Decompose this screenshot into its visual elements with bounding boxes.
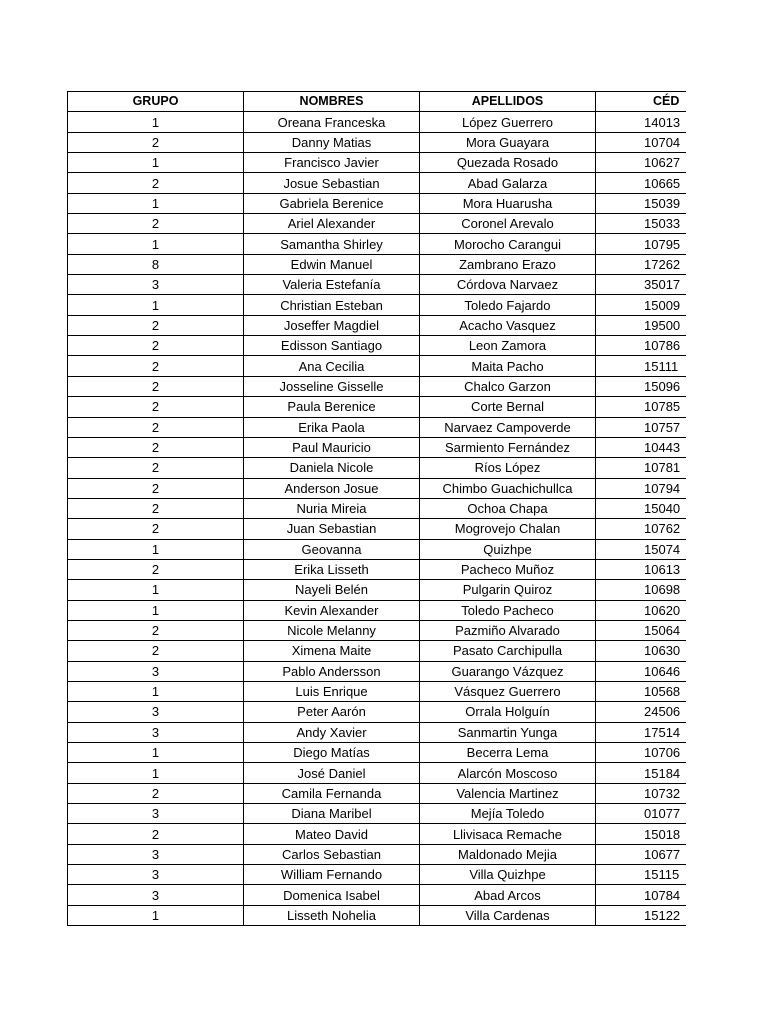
cell-nombres: Edwin Manuel bbox=[244, 254, 420, 274]
cell-nombres: Domenica Isabel bbox=[244, 885, 420, 905]
header-apellidos: APELLIDOS bbox=[420, 92, 596, 112]
cell-cedula: 15096 bbox=[596, 376, 687, 396]
spreadsheet-table-container bbox=[67, 91, 686, 926]
cell-grupo: 1 bbox=[68, 112, 244, 132]
cell-cedula: 15009 bbox=[596, 295, 687, 315]
cell-cedula: 10786 bbox=[596, 336, 687, 356]
cell-cedula: 24506 bbox=[596, 702, 687, 722]
cell-cedula: 10781 bbox=[596, 458, 687, 478]
cell-grupo: 3 bbox=[68, 722, 244, 742]
cell-nombres: Ximena Maite bbox=[244, 641, 420, 661]
cell-nombres: Lisseth Nohelia bbox=[244, 905, 420, 925]
cell-grupo: 2 bbox=[68, 824, 244, 844]
table-row bbox=[68, 844, 687, 864]
cell-apellidos: Leon Zamora bbox=[420, 336, 596, 356]
cell-grupo: 2 bbox=[68, 336, 244, 356]
table-row bbox=[68, 498, 687, 518]
cell-nombres: Josue Sebastian bbox=[244, 173, 420, 193]
cell-grupo: 1 bbox=[68, 193, 244, 213]
cell-apellidos: Becerra Lema bbox=[420, 743, 596, 763]
cell-nombres: Paula Berenice bbox=[244, 397, 420, 417]
cell-nombres: Mateo David bbox=[244, 824, 420, 844]
cell-grupo: 1 bbox=[68, 743, 244, 763]
table-row bbox=[68, 376, 687, 396]
table-row bbox=[68, 865, 687, 885]
cell-cedula: 10704 bbox=[596, 132, 687, 152]
cell-nombres: Erika Lisseth bbox=[244, 559, 420, 579]
cell-apellidos: Toledo Pacheco bbox=[420, 600, 596, 620]
cell-nombres: Juan Sebastian bbox=[244, 519, 420, 539]
cell-grupo: 1 bbox=[68, 295, 244, 315]
cell-apellidos: Villa Quizhpe bbox=[420, 865, 596, 885]
table-row bbox=[68, 478, 687, 498]
cell-apellidos: Abad Arcos bbox=[420, 885, 596, 905]
cell-cedula: 15111 bbox=[596, 356, 687, 376]
cell-cedula: 15040 bbox=[596, 498, 687, 518]
cell-apellidos: Quezada Rosado bbox=[420, 153, 596, 173]
cell-grupo: 2 bbox=[68, 559, 244, 579]
cell-nombres: Ana Cecilia bbox=[244, 356, 420, 376]
table-row bbox=[68, 356, 687, 376]
cell-cedula: 01077 bbox=[596, 804, 687, 824]
cell-cedula: 10794 bbox=[596, 478, 687, 498]
cell-grupo: 2 bbox=[68, 458, 244, 478]
cell-cedula: 10698 bbox=[596, 580, 687, 600]
cell-grupo: 1 bbox=[68, 153, 244, 173]
table-row bbox=[68, 783, 687, 803]
cell-grupo: 8 bbox=[68, 254, 244, 274]
table-row bbox=[68, 132, 687, 152]
cell-apellidos: Llivisaca Remache bbox=[420, 824, 596, 844]
cell-nombres: Kevin Alexander bbox=[244, 600, 420, 620]
cell-grupo: 3 bbox=[68, 804, 244, 824]
cell-nombres: Pablo Andersson bbox=[244, 661, 420, 681]
table-row bbox=[68, 234, 687, 254]
table-row bbox=[68, 681, 687, 701]
cell-cedula: 10443 bbox=[596, 437, 687, 457]
cell-grupo: 2 bbox=[68, 783, 244, 803]
cell-nombres: Oreana Franceska bbox=[244, 112, 420, 132]
table-row bbox=[68, 722, 687, 742]
table-row bbox=[68, 519, 687, 539]
cell-cedula: 15033 bbox=[596, 214, 687, 234]
cell-cedula: 15074 bbox=[596, 539, 687, 559]
cell-grupo: 1 bbox=[68, 539, 244, 559]
cell-apellidos: Toledo Fajardo bbox=[420, 295, 596, 315]
table-row bbox=[68, 702, 687, 722]
header-row bbox=[68, 92, 687, 112]
cell-apellidos: Pazmiño Alvarado bbox=[420, 620, 596, 640]
cell-cedula: 10785 bbox=[596, 397, 687, 417]
cell-grupo: 3 bbox=[68, 702, 244, 722]
cell-apellidos: Alarcón Moscoso bbox=[420, 763, 596, 783]
cell-nombres: Diana Maribel bbox=[244, 804, 420, 824]
cell-grupo: 2 bbox=[68, 376, 244, 396]
table-row bbox=[68, 620, 687, 640]
cell-nombres: Carlos Sebastian bbox=[244, 844, 420, 864]
cell-apellidos: Vásquez Guerrero bbox=[420, 681, 596, 701]
table-row bbox=[68, 743, 687, 763]
cell-grupo: 2 bbox=[68, 214, 244, 234]
cell-cedula: 10627 bbox=[596, 153, 687, 173]
cell-nombres: Peter Aarón bbox=[244, 702, 420, 722]
cell-nombres: Christian Esteban bbox=[244, 295, 420, 315]
cell-grupo: 1 bbox=[68, 681, 244, 701]
cell-apellidos: Ochoa Chapa bbox=[420, 498, 596, 518]
table-row bbox=[68, 112, 687, 132]
cell-nombres: Francisco Javier bbox=[244, 153, 420, 173]
table-row bbox=[68, 437, 687, 457]
cell-grupo: 1 bbox=[68, 580, 244, 600]
table-row bbox=[68, 905, 687, 925]
table-row bbox=[68, 641, 687, 661]
cell-nombres: Paul Mauricio bbox=[244, 437, 420, 457]
table-row bbox=[68, 214, 687, 234]
cell-apellidos: Pulgarin Quiroz bbox=[420, 580, 596, 600]
table-row bbox=[68, 559, 687, 579]
table-row bbox=[68, 153, 687, 173]
cell-apellidos: Pacheco Muñoz bbox=[420, 559, 596, 579]
cell-cedula: 10706 bbox=[596, 743, 687, 763]
cell-grupo: 3 bbox=[68, 275, 244, 295]
cell-nombres: Camila Fernanda bbox=[244, 783, 420, 803]
cell-grupo: 2 bbox=[68, 315, 244, 335]
cell-cedula: 10732 bbox=[596, 783, 687, 803]
cell-cedula: 10795 bbox=[596, 234, 687, 254]
cell-nombres: José Daniel bbox=[244, 763, 420, 783]
cell-nombres: Edisson Santiago bbox=[244, 336, 420, 356]
cell-apellidos: Chimbo Guachichullca bbox=[420, 478, 596, 498]
cell-cedula: 15184 bbox=[596, 763, 687, 783]
cell-apellidos: Acacho Vasquez bbox=[420, 315, 596, 335]
cell-cedula: 10784 bbox=[596, 885, 687, 905]
cell-cedula: 15039 bbox=[596, 193, 687, 213]
table-row bbox=[68, 315, 687, 335]
cell-nombres: William Fernando bbox=[244, 865, 420, 885]
cell-apellidos: Villa Cardenas bbox=[420, 905, 596, 925]
cell-nombres: Diego Matías bbox=[244, 743, 420, 763]
cell-apellidos: Narvaez Campoverde bbox=[420, 417, 596, 437]
cell-cedula: 10762 bbox=[596, 519, 687, 539]
cell-nombres: Nayeli Belén bbox=[244, 580, 420, 600]
table-row bbox=[68, 804, 687, 824]
cell-cedula: 15122 bbox=[596, 905, 687, 925]
cell-cedula: 15115 bbox=[596, 865, 687, 885]
cell-cedula: 10646 bbox=[596, 661, 687, 681]
cell-apellidos: López Guerrero bbox=[420, 112, 596, 132]
cell-grupo: 2 bbox=[68, 356, 244, 376]
cell-cedula: 10620 bbox=[596, 600, 687, 620]
cell-nombres: Andy Xavier bbox=[244, 722, 420, 742]
cell-cedula: 10568 bbox=[596, 681, 687, 701]
cell-apellidos: Guarango Vázquez bbox=[420, 661, 596, 681]
table-row bbox=[68, 661, 687, 681]
cell-grupo: 1 bbox=[68, 763, 244, 783]
cell-apellidos: Ríos López bbox=[420, 458, 596, 478]
cell-grupo: 2 bbox=[68, 397, 244, 417]
cell-nombres: Gabriela Berenice bbox=[244, 193, 420, 213]
cell-cedula: 17262 bbox=[596, 254, 687, 274]
cell-apellidos: Mogrovejo Chalan bbox=[420, 519, 596, 539]
cell-nombres: Geovanna bbox=[244, 539, 420, 559]
cell-apellidos: Chalco Garzon bbox=[420, 376, 596, 396]
cell-cedula: 10630 bbox=[596, 641, 687, 661]
header-nombres: NOMBRES bbox=[244, 92, 420, 112]
cell-nombres: Ariel Alexander bbox=[244, 214, 420, 234]
table-row bbox=[68, 600, 687, 620]
cell-apellidos: Sanmartin Yunga bbox=[420, 722, 596, 742]
cell-cedula: 10677 bbox=[596, 844, 687, 864]
table-row bbox=[68, 397, 687, 417]
cell-apellidos: Quizhpe bbox=[420, 539, 596, 559]
cell-apellidos: Corte Bernal bbox=[420, 397, 596, 417]
cell-apellidos: Zambrano Erazo bbox=[420, 254, 596, 274]
header-cedula: CÉD bbox=[596, 92, 687, 112]
cell-apellidos: Maldonado Mejia bbox=[420, 844, 596, 864]
cell-grupo: 3 bbox=[68, 661, 244, 681]
header-grupo: GRUPO bbox=[68, 92, 244, 112]
cell-apellidos: Orrala Holguín bbox=[420, 702, 596, 722]
table-row bbox=[68, 336, 687, 356]
cell-cedula: 14013 bbox=[596, 112, 687, 132]
cell-apellidos: Morocho Carangui bbox=[420, 234, 596, 254]
cell-grupo: 3 bbox=[68, 865, 244, 885]
cell-apellidos: Mejía Toledo bbox=[420, 804, 596, 824]
table-row bbox=[68, 824, 687, 844]
cell-grupo: 2 bbox=[68, 132, 244, 152]
cell-nombres: Valeria Estefanía bbox=[244, 275, 420, 295]
cell-nombres: Erika Paola bbox=[244, 417, 420, 437]
cell-grupo: 3 bbox=[68, 844, 244, 864]
cell-cedula: 15064 bbox=[596, 620, 687, 640]
table-row bbox=[68, 458, 687, 478]
cell-nombres: Samantha Shirley bbox=[244, 234, 420, 254]
cell-apellidos: Coronel Arevalo bbox=[420, 214, 596, 234]
cell-cedula: 10665 bbox=[596, 173, 687, 193]
cell-cedula: 15018 bbox=[596, 824, 687, 844]
table-row bbox=[68, 193, 687, 213]
cell-nombres: Joseffer Magdiel bbox=[244, 315, 420, 335]
cell-apellidos: Mora Huarusha bbox=[420, 193, 596, 213]
cell-nombres: Nicole Melanny bbox=[244, 620, 420, 640]
cell-apellidos: Valencia Martinez bbox=[420, 783, 596, 803]
cell-grupo: 2 bbox=[68, 620, 244, 640]
table-row bbox=[68, 539, 687, 559]
cell-grupo: 1 bbox=[68, 600, 244, 620]
cell-grupo: 3 bbox=[68, 885, 244, 905]
table-row bbox=[68, 763, 687, 783]
cell-apellidos: Abad Galarza bbox=[420, 173, 596, 193]
cell-nombres: Luis Enrique bbox=[244, 681, 420, 701]
cell-grupo: 1 bbox=[68, 234, 244, 254]
cell-cedula: 10757 bbox=[596, 417, 687, 437]
cell-nombres: Josseline Gisselle bbox=[244, 376, 420, 396]
cell-nombres: Anderson Josue bbox=[244, 478, 420, 498]
cell-cedula: 35017 bbox=[596, 275, 687, 295]
cell-grupo: 2 bbox=[68, 641, 244, 661]
cell-grupo: 2 bbox=[68, 498, 244, 518]
cell-cedula: 19500 bbox=[596, 315, 687, 335]
cell-grupo: 2 bbox=[68, 437, 244, 457]
cell-apellidos: Mora Guayara bbox=[420, 132, 596, 152]
cell-nombres: Nuria Mireia bbox=[244, 498, 420, 518]
cell-apellidos: Sarmiento Fernández bbox=[420, 437, 596, 457]
cell-cedula: 17514 bbox=[596, 722, 687, 742]
table-body bbox=[68, 112, 687, 926]
table-row bbox=[68, 173, 687, 193]
table-row bbox=[68, 295, 687, 315]
cell-grupo: 2 bbox=[68, 478, 244, 498]
table-row bbox=[68, 417, 687, 437]
cell-apellidos: Córdova Narvaez bbox=[420, 275, 596, 295]
cell-nombres: Daniela Nicole bbox=[244, 458, 420, 478]
cell-grupo: 2 bbox=[68, 519, 244, 539]
student-table bbox=[67, 91, 686, 926]
cell-apellidos: Pasato Carchipulla bbox=[420, 641, 596, 661]
cell-grupo: 1 bbox=[68, 905, 244, 925]
table-row bbox=[68, 275, 687, 295]
table-row bbox=[68, 580, 687, 600]
cell-nombres: Danny Matias bbox=[244, 132, 420, 152]
cell-grupo: 2 bbox=[68, 173, 244, 193]
cell-apellidos: Maita Pacho bbox=[420, 356, 596, 376]
cell-cedula: 10613 bbox=[596, 559, 687, 579]
table-row bbox=[68, 885, 687, 905]
table-row bbox=[68, 254, 687, 274]
cell-grupo: 2 bbox=[68, 417, 244, 437]
